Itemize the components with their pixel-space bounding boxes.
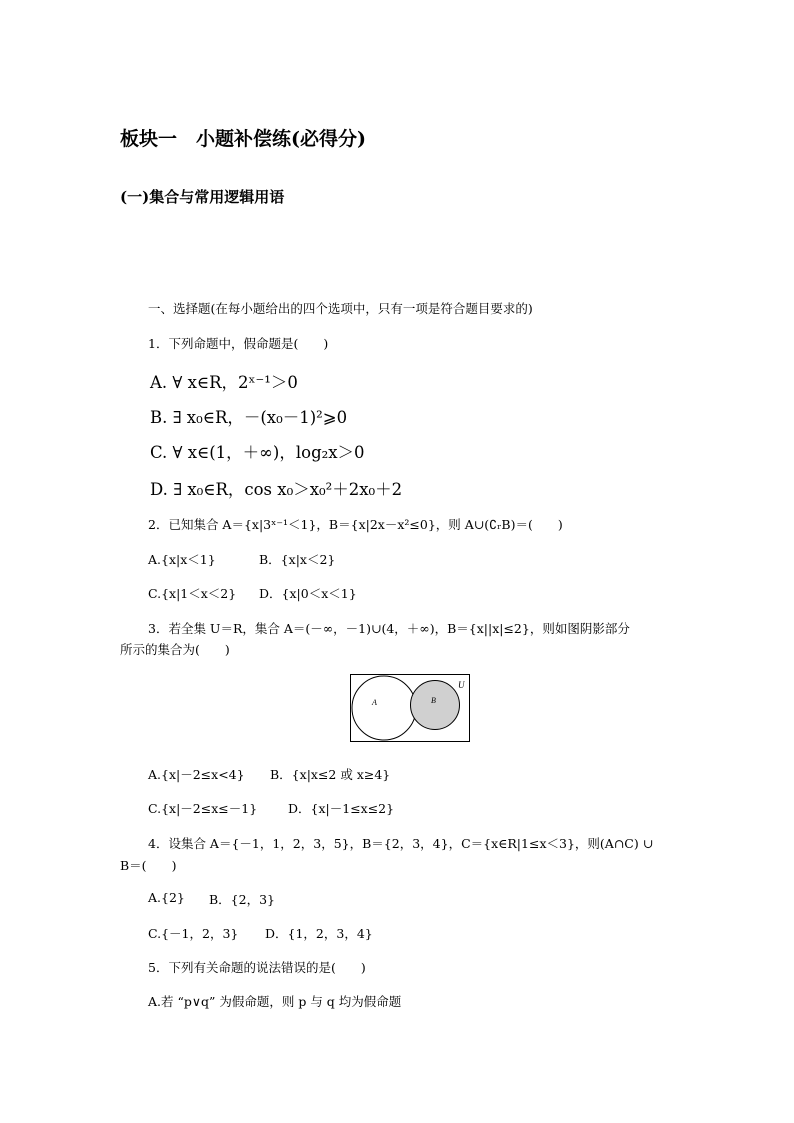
q1-option-b: B. ∃ x₀∈R，－(x₀－1)²⩾0 bbox=[150, 408, 348, 427]
q3-stem-line2: 所示的集合为( ) bbox=[120, 642, 230, 657]
q3-option-c: C.{x|－2≤x≤－1} bbox=[148, 801, 258, 816]
q2-option-a: A.{x|x＜1} bbox=[148, 552, 216, 567]
page-title: 板块一 小题补偿练(必得分) bbox=[120, 128, 366, 150]
q1-option-d: D. ∃ x₀∈R，cos x₀＞x₀²＋2x₀＋2 bbox=[150, 480, 403, 499]
q2-option-d: D．{x|0＜x＜1} bbox=[259, 586, 357, 601]
q4-option-a: A.{2} bbox=[148, 890, 185, 905]
q2-stem: 2．已知集合 A＝{x|3ˣ⁻¹＜1}，B＝{x|2x－x²≤0}，则 A∪(∁ᵣB)＝( ) bbox=[148, 517, 563, 532]
venn-label-a: A bbox=[372, 698, 377, 707]
q1-stem: 1．下列命题中，假命题是( ) bbox=[148, 336, 329, 351]
venn-label-u: U bbox=[458, 680, 465, 690]
section-heading: (一)集合与常用逻辑用语 bbox=[120, 188, 285, 206]
q5-option-a: A.若 “p∨q” 为假命题，则 p 与 q 均为假命题 bbox=[148, 994, 402, 1009]
set-b-circle-shaded bbox=[411, 681, 460, 730]
q4-option-d: D．{1，2，3，4} bbox=[265, 926, 373, 941]
venn-diagram bbox=[350, 674, 470, 742]
q4-stem-line1: 4．设集合 A＝{－1，1，2，3，5}，B＝{2，3，4}，C＝{x∈R|1≤x＜3}，则(A∩C) ∪ bbox=[148, 836, 654, 851]
q4-option-c: C.{－1，2，3} bbox=[148, 926, 239, 941]
q2-option-b: B．{x|x＜2} bbox=[259, 552, 336, 567]
instruction: 一、选择题(在每小题给出的四个选项中，只有一项是符合题目要求的) bbox=[148, 301, 533, 316]
q3-stem-line1: 3．若全集 U＝R，集合 A＝(－∞，－1)∪(4，＋∞)，B＝{x||x|≤2}，则如图阴影部分 bbox=[148, 621, 630, 636]
q3-option-b: B．{x|x≤2 或 x≥4} bbox=[270, 767, 391, 782]
q4-option-b: B．{2，3} bbox=[209, 892, 275, 907]
q5-stem: 5．下列有关命题的说法错误的是( ) bbox=[148, 960, 366, 975]
q4-stem-line2: B＝( ) bbox=[120, 858, 177, 873]
q1-option-a: A. ∀ x∈R，2ˣ⁻¹＞0 bbox=[150, 373, 298, 392]
q2-option-c: C.{x|1＜x＜2} bbox=[148, 586, 237, 601]
q1-option-c: C. ∀ x∈(1，＋∞)，log₂x＞0 bbox=[150, 443, 365, 462]
venn-label-b: B bbox=[431, 696, 436, 705]
q3-option-a: A.{x|－2≤x<4} bbox=[148, 767, 245, 782]
q3-option-d: D．{x|－1≤x≤2} bbox=[288, 801, 395, 816]
